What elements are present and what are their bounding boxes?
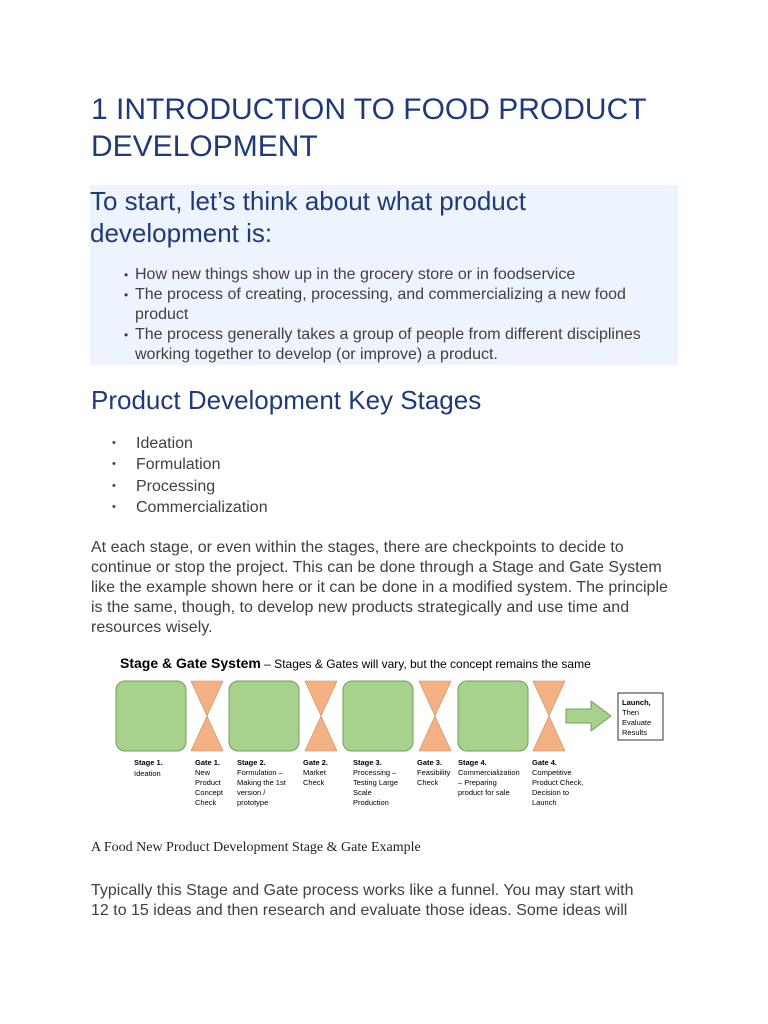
bullet-icon: • bbox=[124, 268, 129, 282]
svg-text:Gate 3.: Gate 3. bbox=[417, 758, 443, 767]
svg-text:Feasibility: Feasibility bbox=[417, 768, 451, 777]
stage-labels bbox=[134, 758, 583, 807]
svg-text:Production: Production bbox=[353, 798, 389, 807]
gate-3-label bbox=[417, 758, 451, 787]
stage-gate-diagram bbox=[108, 650, 668, 820]
launch-line: Then bbox=[622, 708, 640, 717]
gate-1-hourglass bbox=[191, 681, 223, 751]
svg-text:Processing –: Processing – bbox=[353, 768, 397, 777]
figure-title bbox=[120, 655, 591, 671]
svg-text:Stage 3.: Stage 3. bbox=[353, 758, 382, 767]
svg-text:Gate 1.: Gate 1. bbox=[195, 758, 221, 767]
svg-text:New: New bbox=[195, 768, 211, 777]
svg-text:prototype: prototype bbox=[237, 798, 269, 807]
svg-text:Stage 4.: Stage 4. bbox=[458, 758, 487, 767]
svg-text:Launch: Launch bbox=[532, 798, 557, 807]
arrow-right-icon bbox=[566, 701, 611, 731]
list-item bbox=[112, 476, 268, 497]
list-item-text: Ideation bbox=[136, 435, 193, 452]
gate-1-label bbox=[195, 758, 224, 807]
svg-text:Concept: Concept bbox=[195, 788, 223, 797]
svg-text:Market: Market bbox=[303, 768, 326, 777]
bullet-icon: • bbox=[112, 479, 116, 492]
svg-text:version /: version / bbox=[237, 788, 266, 797]
body-paragraph: At each stage, or even within the stages, there are checkpoints to decide to continue or stop the project. This can be done through a Stage and Gate System like the example shown here or it can be done in a modified system. The principle is the same, though, to develop new products strategically and use time and resources wisely. bbox=[91, 539, 668, 636]
svg-text:Gate 2.: Gate 2. bbox=[303, 758, 329, 767]
stages-list bbox=[112, 433, 268, 519]
svg-text:Stage 1.: Stage 1. bbox=[134, 758, 163, 767]
list-item bbox=[90, 265, 678, 285]
list-item bbox=[90, 285, 678, 325]
svg-text:Commercialization: Commercialization bbox=[458, 768, 520, 777]
stage-2-box bbox=[229, 681, 299, 751]
svg-text:Decision to: Decision to bbox=[532, 788, 570, 797]
list-item-text: The process generally takes a group of people from different disciplines bbox=[135, 326, 641, 343]
body-paragraph bbox=[91, 881, 681, 921]
bullet-icon: • bbox=[124, 288, 129, 302]
svg-text:Competitive: Competitive bbox=[532, 768, 572, 777]
page-title: 1 INTRODUCTION TO FOOD PRODUCT DEVELOPMENT bbox=[91, 93, 647, 163]
launch-line: Evaluate bbox=[622, 718, 652, 727]
intro-callout bbox=[90, 185, 678, 365]
svg-text:– Preparing: – Preparing bbox=[458, 778, 497, 787]
list-item-text: Commercialization bbox=[136, 499, 268, 517]
list-item bbox=[112, 497, 268, 518]
list-item-text-continued: product bbox=[135, 306, 189, 323]
bullet-icon: • bbox=[124, 328, 129, 342]
figure-title-bold: Stage & Gate System bbox=[120, 655, 261, 671]
stage-4-box bbox=[458, 681, 528, 751]
svg-text:Check: Check bbox=[195, 798, 217, 807]
svg-text:Product: Product bbox=[195, 778, 221, 787]
list-item bbox=[112, 433, 268, 454]
gate-4-hourglass bbox=[533, 681, 565, 751]
gate-3-hourglass bbox=[419, 681, 451, 751]
svg-text:Making the 1st: Making the 1st bbox=[237, 778, 286, 787]
paragraph-line: Typically this Stage and Gate process works like a funnel. You may start with bbox=[91, 882, 634, 899]
bullet-icon: • bbox=[112, 437, 116, 449]
list-item bbox=[90, 325, 678, 365]
launch-line: Results bbox=[622, 728, 648, 737]
bullet-icon: • bbox=[112, 501, 116, 514]
list-item-text: How new things show up in the grocery store or in foodservice bbox=[135, 266, 576, 283]
callout-list bbox=[90, 265, 678, 365]
list-item-text: The process of creating, processing, and commercializing a new food bbox=[135, 286, 626, 303]
figure-title-rest: – Stages & Gates will vary, but the concept remains the same bbox=[260, 657, 591, 671]
stage-3-label bbox=[353, 758, 398, 807]
stage-2-label bbox=[237, 758, 287, 807]
stage-1-box bbox=[116, 681, 186, 751]
svg-text:Check: Check bbox=[417, 778, 439, 787]
stage-1-label bbox=[134, 758, 163, 778]
list-item-text-continued: working together to develop (or improve) a product. bbox=[135, 346, 498, 363]
figure-caption: A Food New Product Development Stage & Gate Example bbox=[91, 840, 421, 855]
svg-text:Stage 2.: Stage 2. bbox=[237, 758, 266, 767]
gate-2-hourglass bbox=[305, 681, 337, 751]
section-heading: Product Development Key Stages bbox=[91, 385, 482, 415]
gate-4-label bbox=[532, 758, 583, 807]
list-item-text: Formulation bbox=[136, 456, 221, 474]
launch-label bbox=[622, 698, 651, 737]
gate-2-label bbox=[303, 758, 328, 787]
svg-text:Ideation: Ideation bbox=[134, 769, 161, 778]
svg-text:Product Check,: Product Check, bbox=[532, 778, 584, 787]
stage-4-label bbox=[458, 758, 520, 797]
svg-text:Check: Check bbox=[303, 778, 325, 787]
svg-text:Formulation –: Formulation – bbox=[237, 768, 283, 777]
launch-head: Launch, bbox=[622, 698, 651, 707]
paragraph-line: 12 to 15 ideas and then research and evaluate those ideas. Some ideas will bbox=[91, 902, 628, 919]
svg-text:Testing Large: Testing Large bbox=[353, 778, 399, 787]
list-item-text: Processing bbox=[136, 477, 216, 495]
bullet-icon: • bbox=[112, 458, 116, 471]
list-item bbox=[112, 454, 268, 475]
svg-text:Gate 4.: Gate 4. bbox=[532, 758, 558, 767]
stage-3-box bbox=[343, 681, 413, 751]
svg-text:Scale: Scale bbox=[353, 788, 372, 797]
svg-text:product for sale: product for sale bbox=[458, 788, 510, 797]
callout-title: To start, let’s think about what product development is: bbox=[90, 186, 526, 248]
